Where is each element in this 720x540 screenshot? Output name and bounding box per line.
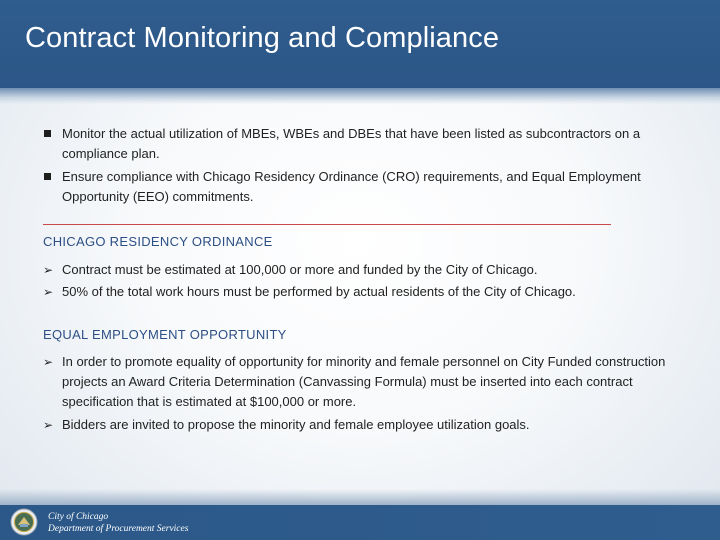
footer-fade <box>0 489 720 505</box>
arrow-bullet-icon: ➢ <box>43 418 54 432</box>
bullet-text: Monitor the actual utilization of MBEs, WBEs and DBEs that have been listed as subcontractors on a compliance plan. <box>62 126 641 161</box>
eeo-item-text: In order to promote equality of opportunity for minority and female personnel on City Funded construction projects an Award Criteria Determination (Canvassing Formula) must be inserted into each contract specification that is estimated at $100,000 or more. <box>62 354 666 409</box>
eeo-item <box>43 415 683 435</box>
arrow-bullet-icon: ➢ <box>43 263 54 277</box>
slide-content <box>43 124 683 435</box>
section-divider <box>43 224 611 225</box>
eeo-item <box>43 352 683 412</box>
city-seal-icon <box>10 508 38 536</box>
cro-item <box>43 282 683 302</box>
bullet-text: Ensure compliance with Chicago Residency Ordinance (CRO) requirements, and Equal Employment Opportunity (EEO) commitments. <box>62 169 641 204</box>
footer-line-1: City of Chicago <box>48 512 109 522</box>
eeo-item-text: Bidders are invited to propose the minority and female employee utilization goals. <box>62 417 530 432</box>
header-bar <box>0 0 720 92</box>
square-bullet-icon <box>44 173 51 180</box>
footer-text <box>48 511 188 535</box>
cro-item <box>43 260 683 280</box>
square-bullet-icon <box>44 130 51 137</box>
cro-item-text: Contract must be estimated at 100,000 or more and funded by the City of Chicago. <box>62 262 538 277</box>
arrow-bullet-icon: ➢ <box>43 285 54 299</box>
header-band <box>0 88 720 104</box>
cro-heading: CHICAGO RESIDENCY ORDINANCE <box>43 234 273 249</box>
slide-title: Contract Monitoring and Compliance <box>25 22 500 54</box>
bullet-item <box>43 167 683 207</box>
bullet-item <box>43 124 683 164</box>
footer-line-2: Department of Procurement Services <box>48 524 189 534</box>
cro-item-text: 50% of the total work hours must be performed by actual residents of the City of Chicago. <box>62 284 576 299</box>
eeo-heading: EQUAL EMPLOYMENT OPPORTUNITY <box>43 327 287 342</box>
arrow-bullet-icon: ➢ <box>43 355 54 369</box>
